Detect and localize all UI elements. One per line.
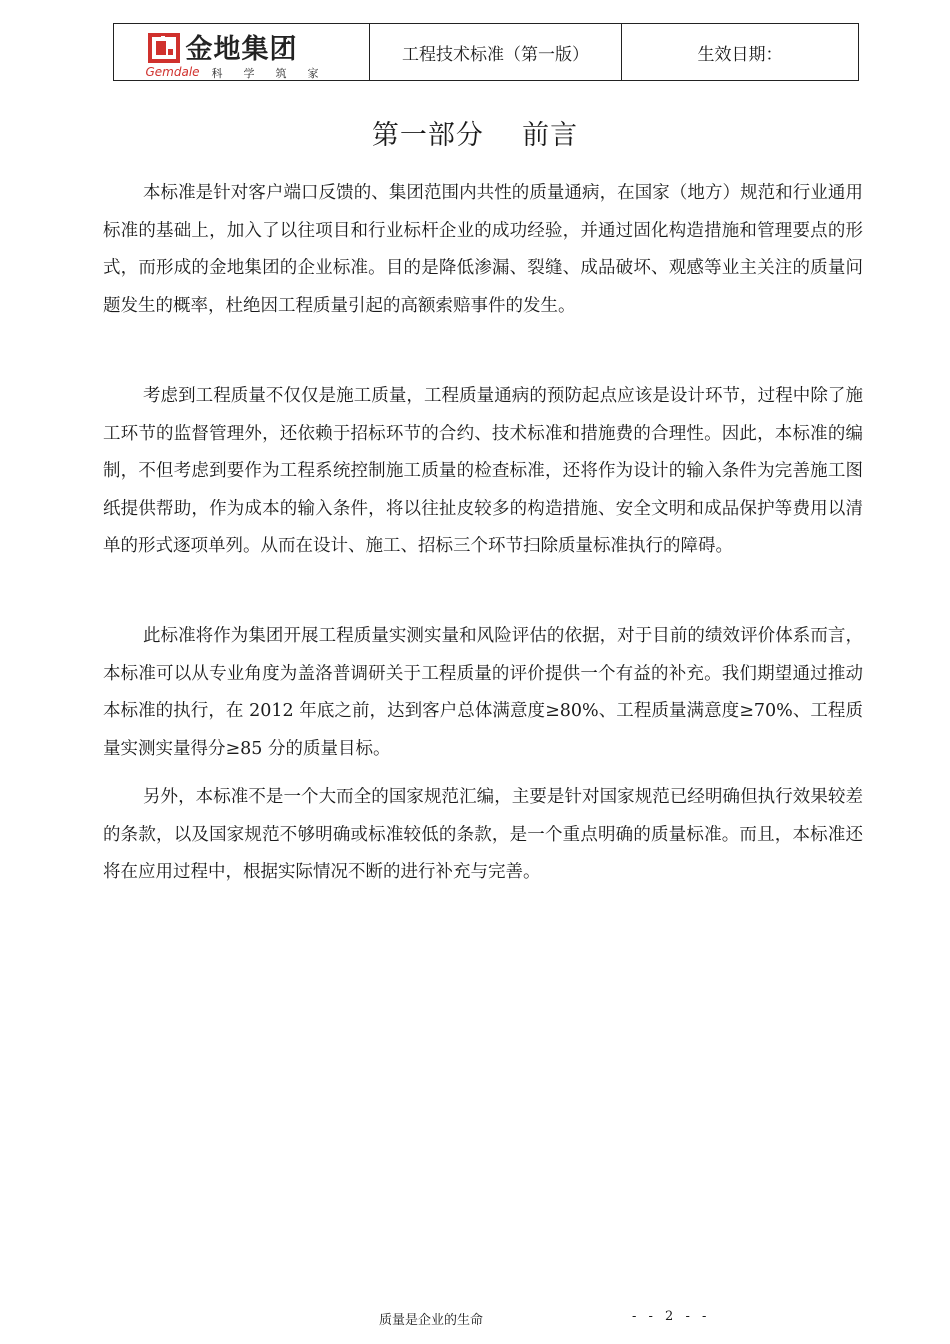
effective-date-label: 生效日期：: [697, 44, 783, 65]
logo-english-name: Gemdale: [145, 65, 200, 79]
logo-chinese-name: 金地集团: [185, 34, 298, 65]
paragraph-4: 另外，本标准不是一个大而全的国家规范汇编，主要是针对国家规范已经明确但执行效果较差的条款，以及国家规范不够明确或标准较低的条款，是一个重点明确的质量标准。而且，本标准还将在应用过程中，根据实际情况不断的进行补充与完善。: [103, 787, 863, 882]
company-logo: [145, 27, 340, 80]
logo-mark-icon: [148, 33, 180, 63]
document-title: 工程技术标准（第一版）: [370, 24, 622, 80]
header-logo-cell: [114, 24, 370, 80]
page-number: - - 2 - -: [632, 1309, 711, 1324]
paragraph-3: 此标准将作为集团开展工程质量实测实量和风险评估的依据，对于目前的绩效评价体系而言，本标准可以从专业角度为盖洛普调研关于工程质量的评价提供一个有益的补充。我们期望通过推动本标准的执行，在 2012 年底之前，达到客户总体满意度≥80%、工程质量满意度≥70%、工程质量实测实量得分≥85 分的质量目标。: [103, 626, 863, 759]
paragraph-1: 本标准是针对客户端口反馈的、集团范围内共性的质量通病，在国家（地方）规范和行业通用标准的基础上，加入了以往项目和行业标杆企业的成功经验，并通过固化构造措施和管理要点的形式，而形成的金地集团的企业标准。目的是降低渗漏、裂缝、成品破坏、观感等业主关注的质量问题发生的概率，杜绝因工程质量引起的高额索赔事件的发生。: [103, 183, 863, 316]
footer-motto: 质量是企业的生命: [379, 1313, 484, 1328]
header-table: [113, 23, 859, 81]
paragraph-2: 考虑到工程质量不仅仅是施工质量，工程质量通病的预防起点应该是设计环节，过程中除了施工环节的监督管理外，还依赖于招标环节的合约、技术标准和措施费的合理性。因此，本标准的编制，不但考虑到要作为工程系统控制施工质量的检查标准，还将作为设计的输入条件为完善施工图纸提供帮助，作为成本的输入条件，将以往扯皮较多的构造措施、安全文明和成品保护等费用以清单的形式逐项单列。从而在设计、施工、招标三个环节扫除质量标准执行的障碍。: [103, 386, 863, 556]
logo-slogan: 科学筑家: [211, 67, 340, 80]
section-title: 第一部分 前言: [371, 120, 579, 151]
